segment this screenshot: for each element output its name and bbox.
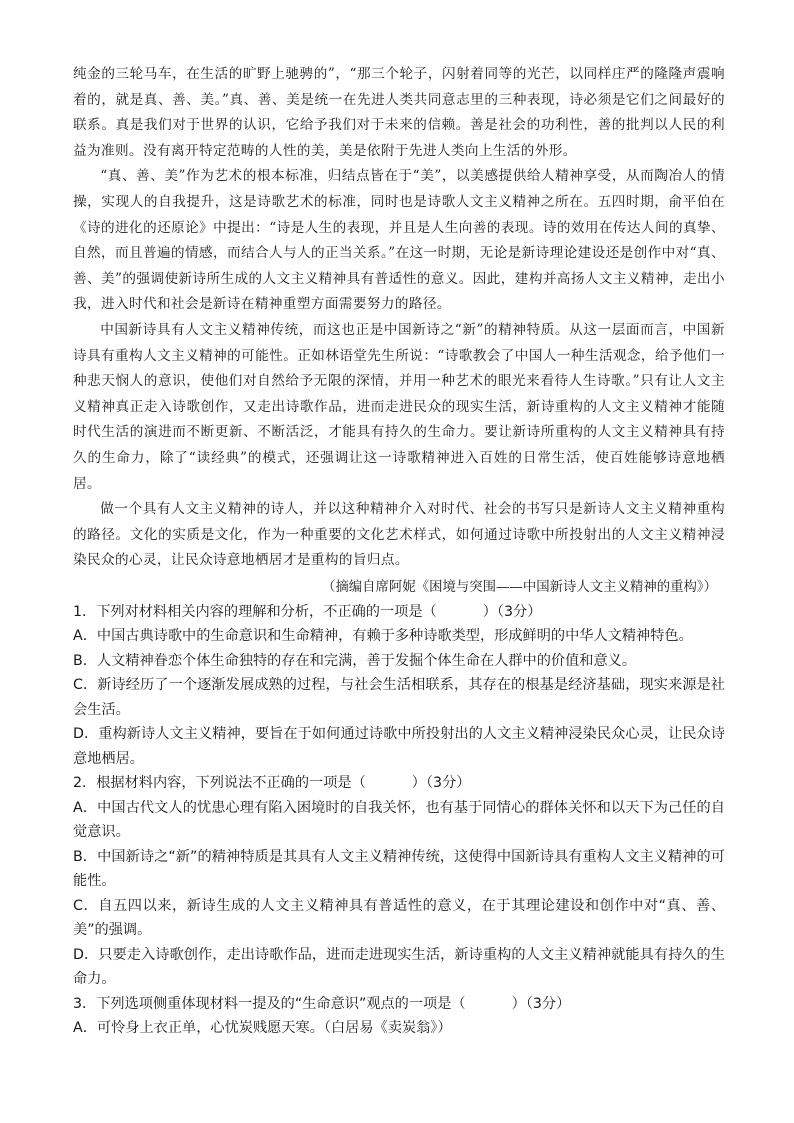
question-stem-text: 3．下列选项侧重体现材料一提及的“生命意识”观点的一项是（ <box>73 995 466 1012</box>
question-stem-text: 2．根据材料内容，下列说法不正确的一项是（ <box>73 775 366 792</box>
option-d: D．重构新诗人文主义精神，要旨在于如何通过诗歌中所投射出的人文主义精神浸染民众心灵，让民众诗意地栖居。 <box>73 726 725 767</box>
passage-paragraph: 中国新诗具有人文主义精神传统，而这也正是中国新诗之“新”的精神特质。从这一层面而言，中国新诗具有重构人文主义精神的可能性。正如林语堂先生所说：“诗歌教会了中国人一种生活观念，给予他们一种悲天悯人的意识，使他们对自然给予无限的深情，并用一种艺术的眼光来看待人生诗歌。”只有让人文主义精神真正走入诗歌创作，又走出诗歌作品，进而走进民众的现实生活，新诗重构的人文主义精神才能随时代生活的演进而不断更新、不断活泛，才能具有持久的生命力。要让新诗所重构的人文主义精神具有持久的生命力，除了“读经典”的模式，还强调让这一诗歌精神进入百姓的日常生活，使百姓能够诗意地栖居。 <box>73 321 725 492</box>
option-a: A．可怜身上衣正单，心忧炭贱愿天寒。（白居易《卖炭翁》） <box>73 1020 452 1037</box>
option-a: A．中国古代文人的忧患心理有陷入困境时的自我关怀，也有基于同情心的群体关怀和以天下为己任的自觉意识。 <box>73 799 725 841</box>
option-b: B．中国新诗之“新”的精神特质是其具有人文主义精神传统，这使得中国新诗具有重构人文主义精神的可能性。 <box>73 848 725 890</box>
option-b: B．人文精神眷恋个体生命独特的存在和完满，善于发掘个体生命在人群中的价值和意义。 <box>73 652 637 669</box>
passage-source: （摘编自席阿妮《困境与突围——中国新诗人文主义精神的重构》） <box>321 579 717 595</box>
reading-passage <box>73 62 725 574</box>
question-1 <box>73 600 725 772</box>
passage-paragraph: 纯金的三轮马车，在生活的旷野上驰骋的”，“那三个轮子，闪射着同等的光芒，以同样庄严的隆隆声震响着的，就是真、善、美。”真、善、美是统一在先进人类共同意志里的三种表现，诗必须是它们之间最好的联系。真是我们对于世界的认识，它给予我们对于未来的信赖。善是社会的功利性，善的批判以人民的利益为准则。没有离开特定范畴的人性的美，美是依附于先进人类向上生活的外形。 <box>73 66 725 159</box>
question-stem-text: 1．下列对材料相关内容的理解和分析，不正确的一项是（ <box>73 603 437 620</box>
option-a: A．中国古典诗歌中的生命意识和生命精神，有赖于多种诗歌类型，形成鲜明的中华人文精神特色。 <box>73 628 693 645</box>
question-stem <box>73 600 725 625</box>
option-d: D．只要走入诗歌创作，走出诗歌作品，进而走进现实生活，新诗重构的人文主义精神就能具有持久的生命力。 <box>73 946 725 988</box>
question-score: ）（3分） <box>482 603 542 620</box>
question-score: ）（3分） <box>511 995 571 1012</box>
option-c: C．新诗经历了一个逐渐发展成熟的过程，与社会生活相联系，其存在的根基是经济基础，现实来源是社会生活。 <box>73 677 725 718</box>
question-score: ）（3分） <box>411 775 471 792</box>
page-content <box>73 62 725 1041</box>
question-stem <box>73 771 725 796</box>
question-3 <box>73 992 725 1041</box>
question-2 <box>73 771 725 992</box>
option-c: C．自五四以来，新诗生成的人文主义精神具有普适性的意义，在于其理论建设和创作中对“真、善、美”的强调。 <box>73 897 725 939</box>
question-stem <box>73 992 725 1017</box>
passage-paragraph: “真、善、美”作为艺术的根本标准，归结点皆在于“美”，以美感提供给人精神享受，从而陶冶人的情操，实现人的自我提升，这是诗歌艺术的标准，同时也是诗歌人文主义精神之所在。五四时期，俞平伯在《诗的进化的还原论》中提出：“诗是人生的表现，并且是人生向善的表现。诗的效用在传达人间的真挚、自然，而且普遍的情感，而结合人与人的正当关系。”在这一时期，无论是新诗理论建设还是创作中对“真、善、美”的强调使新诗所生成的人文主义精神具有普适性的意义。因此，建构并高扬人文主义精神，走出小我，进入时代和社会是新诗在精神重塑方面需要努力的路径。 <box>73 168 725 313</box>
passage-paragraph: 做一个具有人文主义精神的诗人，并以这种精神介入对时代、社会的书写只是新诗人文主义精神重构的路径。文化的实质是文化，作为一种重要的文化艺术样式，如何通过诗歌中所投射出的人文主义精神浸染民众的心灵，让民众诗意地栖居才是重构的旨归点。 <box>73 501 725 569</box>
